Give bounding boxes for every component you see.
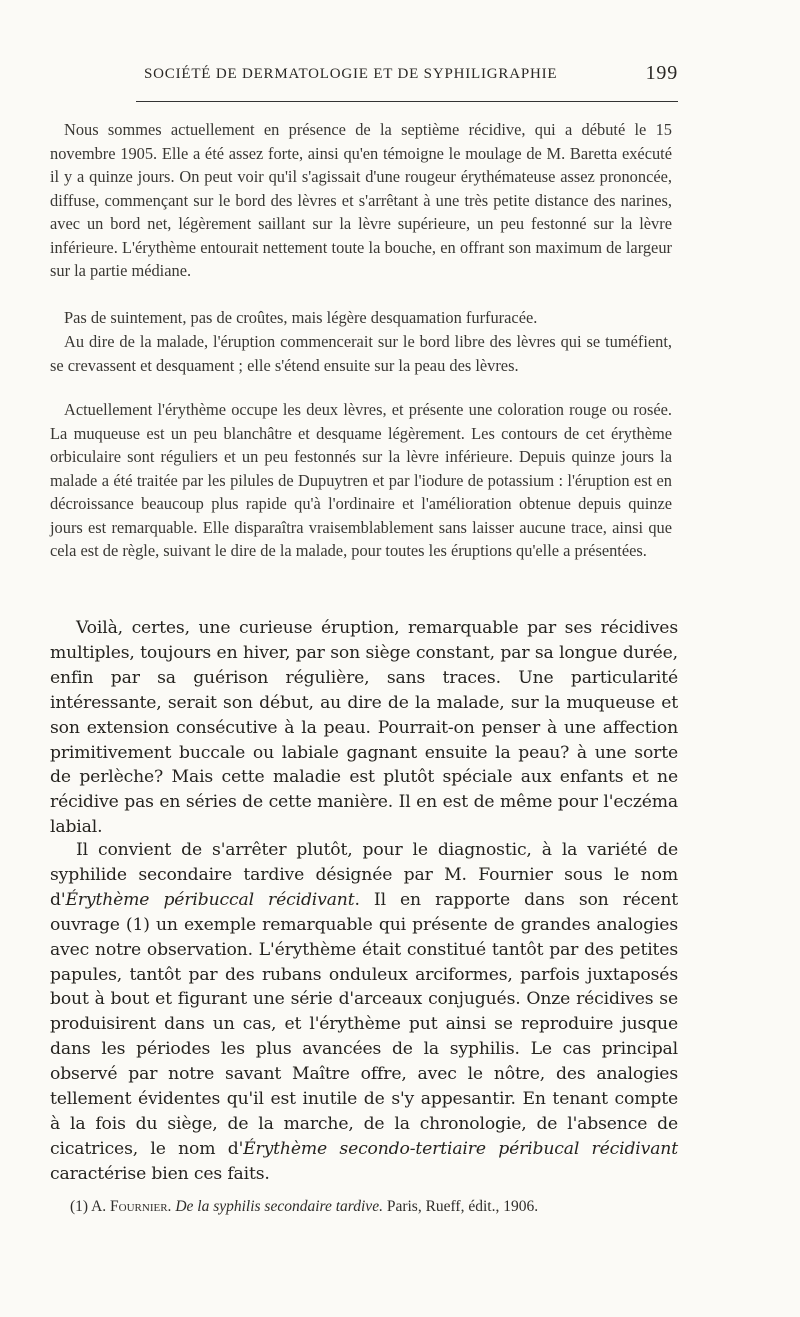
running-header xyxy=(50,62,678,88)
disease-name: Érythème secondo-tertiaire péribucal récidivant xyxy=(243,1138,678,1159)
footnote-author: Fournier. xyxy=(110,1198,172,1215)
observation-paragraph: Nous sommes actuellement en présence de la septième récidive, qui a débuté le 15 novembre 1905. Elle a été assez forte, ainsi qu'en témoigne le moulage de M. Baretta exécuté il y a quinze jours. On peut voir qu'il s'agissait d'une rougeur érythémateuse assez prononcée, diffuse, commençant sur le bord des lèvres et s'arrêtant à une très petite distance des narines, avec un bord net, légèrement saillant sur la lèvre supérieure, un peu festonné sur la lèvre inférieure. L'érythème entourait nettement toute la bouche, en offrant son maximum de largeur sur la partie médiane. xyxy=(50,120,672,280)
footnote-publisher: Paris, Rueff, édit., 1906. xyxy=(386,1198,539,1215)
observation-paragraph: Pas de suintement, pas de croûtes, mais légère desquamation furfuracée. xyxy=(64,308,538,327)
observation-paragraph: Au dire de la malade, l'éruption commencerait sur le bord libre des lèvres qui se tuméfient, se crevassent et desquament ; elle s'étend ensuite sur la peau des lèvres. xyxy=(50,332,672,375)
page-number: 199 xyxy=(645,62,678,84)
observation-paragraph: Actuellement l'érythème occupe les deux lèvres, et présente une coloration rouge ou rosée. La muqueuse est un peu blanchâtre et desquame légèrement. Les contours de cet érythème orbiculaire sont réguliers et un peu festonnés sur la lèvre inférieure. Depuis quinze jours la malade a été traitée par les pilules de Dupuytren et par l'iodure de potassium : l'éruption est en décroissance beaucoup plus rapide qu'à l'ordinaire et l'amélioration obtenue depuis quinze jours est remarquable. Elle disparaîtra vraisemblablement sans laisser aucune trace, ainsi que cela est de règle, suivant le dire de la malade, pour toutes les éruptions qu'elle a présentées. xyxy=(50,400,672,560)
header-rule xyxy=(136,101,678,102)
discussion-paragraph xyxy=(50,838,678,1187)
footnote-marker: (1) A. xyxy=(70,1198,107,1215)
footnote xyxy=(70,1198,670,1216)
paragraph-text: Il convient de s'arrêter plutôt, pour le diagnostic, à la variété de syphilide secondaire tardive désignée par M. Fournier sous le nom d' xyxy=(50,840,678,910)
paragraph-text: . Il en rapporte dans son récent ouvrage (1) un exemple remarquable qui présente de grandes analogies avec notre observation. L'érythème était constitué tantôt par des petites papules, tantôt par des rubans onduleux arciformes, parfois juxtaposés bout à bout et figurant une série d'arceaux conjugués. Onze récidives se produisirent dans un cas, et l'érythème put ainsi se reproduire jusque dans les périodes les plus avancées de la syphilis. Le cas principal observé par notre savant Maître offre, avec le nôtre, des analogies tellement évidentes qu'il est inutile de s'y appesantir. En tenant compte à la fois du siège, de la marche, de la chronologie, de l'absence de cicatrices, le nom d' xyxy=(50,889,678,1159)
footnote-title: De la syphilis secondaire tardive. xyxy=(175,1198,383,1215)
paragraph-text: caractérise bien ces faits. xyxy=(50,1163,270,1184)
running-title: SOCIÉTÉ DE DERMATOLOGIE ET DE SYPHILIGRAPHIE xyxy=(144,66,558,82)
disease-name: Érythème péribuccal récidivant xyxy=(65,889,355,910)
discussion-paragraph: Voilà, certes, une curieuse éruption, remarquable par ses récidives multiples, toujours en hiver, par son siège constant, par sa longue durée, enfin par sa guérison régulière, sans traces. Une particularité intéressante, serait son début, au dire de la malade, sur la muqueuse et son extension consécutive à la peau. Pourrait-on penser à une affection primitivement buccale ou labiale gagnant ensuite la peau? à une sorte de perlèche? Mais cette maladie est plutôt spéciale aux enfants et ne récidive pas en séries de cette manière. Il en est de même pour l'eczéma labial. xyxy=(50,618,678,838)
